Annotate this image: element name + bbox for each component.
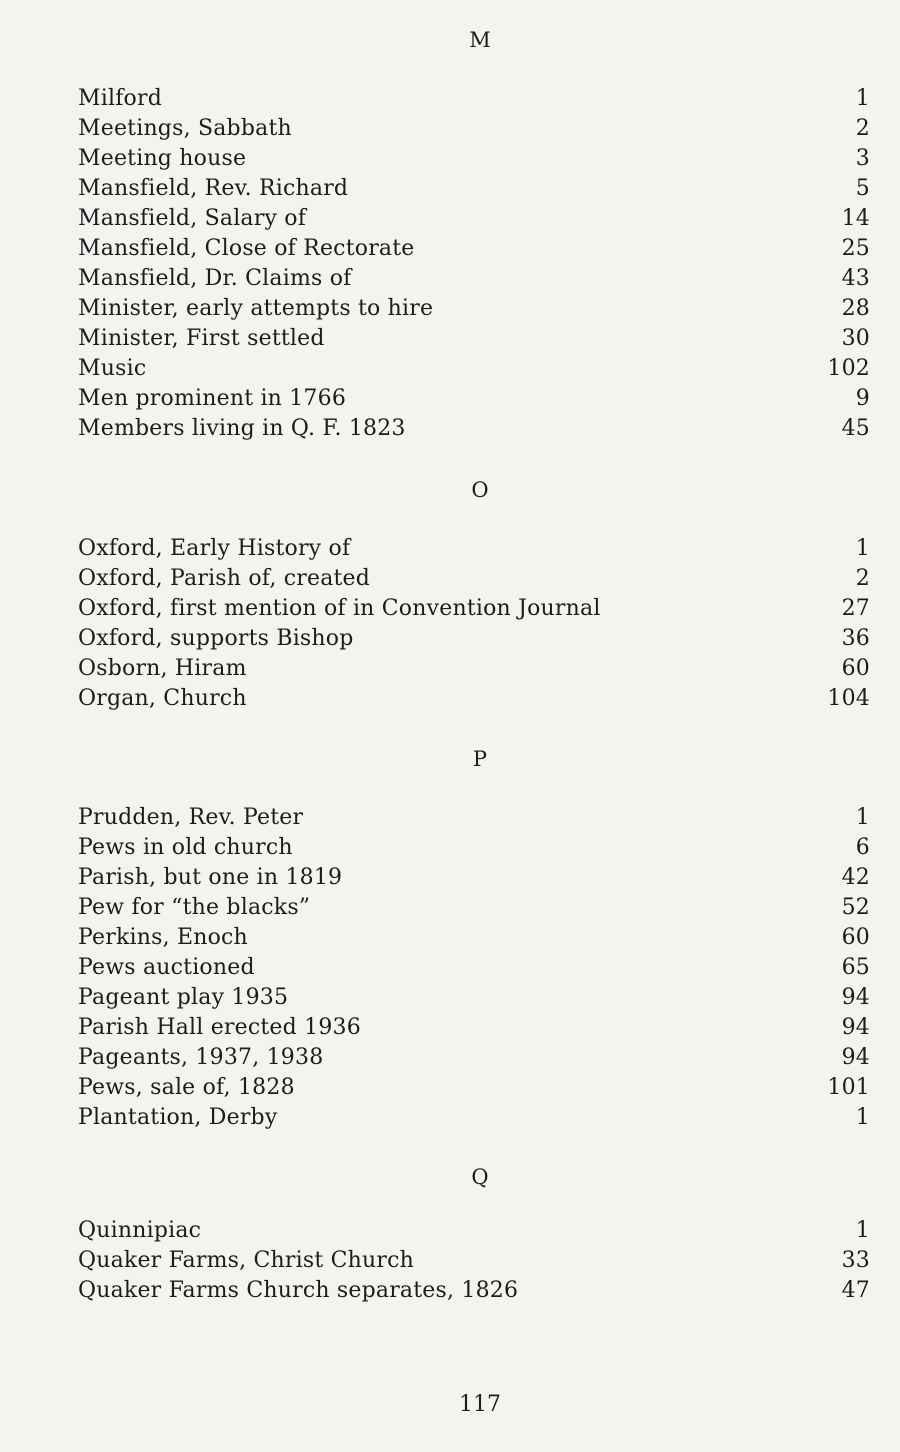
- entry-page: 52: [841, 895, 870, 920]
- entry-term: Oxford, first mention of in Convention Journal: [78, 596, 601, 621]
- entry-page: 6: [855, 835, 870, 860]
- entry-page: 94: [841, 1015, 870, 1040]
- index-entry: [78, 833, 870, 863]
- entry-page: 25: [841, 236, 870, 261]
- entry-page: 9: [855, 386, 870, 411]
- entry-term: Milford: [78, 86, 162, 111]
- index-entry: [78, 684, 870, 714]
- index-entry: [78, 234, 870, 264]
- page-number: 117: [459, 1392, 501, 1417]
- entry-term: Organ, Church: [78, 686, 247, 711]
- entry-page: 1: [855, 1218, 870, 1243]
- entry-page: 1: [855, 536, 870, 561]
- entry-term: Meeting house: [78, 146, 247, 171]
- index-entry: [78, 923, 870, 953]
- entry-term: Mansfield, Close of Rectorate: [78, 236, 415, 261]
- index-section-o: [78, 534, 870, 714]
- index-section-m: [78, 84, 870, 444]
- entry-term: Parish Hall erected 1936: [78, 1015, 361, 1040]
- entry-term: Quinnipiac: [78, 1218, 202, 1243]
- index-entry: [78, 354, 870, 384]
- section-letter-q: Q: [471, 1165, 489, 1189]
- entry-page: 47: [841, 1278, 870, 1303]
- index-entry: [78, 893, 870, 923]
- index-entry: [78, 384, 870, 414]
- entry-page: 3: [855, 146, 870, 171]
- entry-term: Perkins, Enoch: [78, 925, 248, 950]
- index-entry: [78, 324, 870, 354]
- entry-page: 94: [841, 985, 870, 1010]
- index-entry: [78, 1216, 870, 1246]
- entry-page: 42: [841, 865, 870, 890]
- section-letter-o: O: [471, 478, 489, 502]
- index-entry: [78, 1246, 870, 1276]
- index-entry: [78, 953, 870, 983]
- entry-page: 65: [841, 955, 870, 980]
- entry-term: Oxford, supports Bishop: [78, 626, 354, 651]
- entry-term: Mansfield, Salary of: [78, 206, 307, 231]
- index-entry: [78, 1073, 870, 1103]
- index-entry: [78, 1043, 870, 1073]
- index-entry: [78, 294, 870, 324]
- index-entry: [78, 594, 870, 624]
- entry-term: Quaker Farms Church separates, 1826: [78, 1278, 519, 1303]
- entry-page: 5: [855, 176, 870, 201]
- entry-term: Minister, early attempts to hire: [78, 296, 434, 321]
- entry-term: Minister, First settled: [78, 326, 325, 351]
- index-entry: [78, 1013, 870, 1043]
- index-entry: [78, 983, 870, 1013]
- entry-page: 1: [855, 805, 870, 830]
- entry-page: 14: [841, 206, 870, 231]
- entry-term: Oxford, Early History of: [78, 536, 351, 561]
- entry-page: 104: [827, 686, 870, 711]
- index-entry: [78, 144, 870, 174]
- index-entry: [78, 114, 870, 144]
- entry-page: 27: [841, 596, 870, 621]
- entry-page: 60: [841, 925, 870, 950]
- entry-term: Music: [78, 356, 147, 381]
- entry-term: Quaker Farms, Christ Church: [78, 1248, 414, 1273]
- entry-page: 1: [855, 86, 870, 111]
- entry-term: Pews auctioned: [78, 955, 255, 980]
- index-entry: [78, 564, 870, 594]
- entry-term: Oxford, Parish of, created: [78, 566, 371, 591]
- entry-term: Members living in Q. F. 1823: [78, 416, 406, 441]
- index-entry: [78, 624, 870, 654]
- index-entry: [78, 264, 870, 294]
- index-entry: [78, 1276, 870, 1306]
- entry-page: 101: [827, 1075, 870, 1100]
- entry-term: Men prominent in 1766: [78, 386, 347, 411]
- entry-term: Pew for “the blacks”: [78, 895, 311, 920]
- entry-term: Pews in old church: [78, 835, 293, 860]
- index-entry: [78, 863, 870, 893]
- section-letter-p: P: [472, 747, 488, 771]
- entry-term: Plantation, Derby: [78, 1105, 278, 1130]
- entry-term: Pageants, 1937, 1938: [78, 1045, 324, 1070]
- index-entry: [78, 803, 870, 833]
- entry-page: 102: [827, 356, 870, 381]
- index-entry: [78, 534, 870, 564]
- index-section-q: [78, 1216, 870, 1306]
- entry-page: 60: [841, 656, 870, 681]
- entry-term: Osborn, Hiram: [78, 656, 247, 681]
- entry-term: Pageant play 1935: [78, 985, 289, 1010]
- index-entry: [78, 204, 870, 234]
- entry-page: 1: [855, 1105, 870, 1130]
- index-entry: [78, 654, 870, 684]
- entry-page: 28: [841, 296, 870, 321]
- entry-term: Parish, but one in 1819: [78, 865, 343, 890]
- entry-page: 2: [855, 566, 870, 591]
- section-letter-m: M: [469, 28, 491, 52]
- entry-page: 45: [841, 416, 870, 441]
- index-entry: [78, 84, 870, 114]
- entry-page: 36: [841, 626, 870, 651]
- entry-term: Prudden, Rev. Peter: [78, 805, 304, 830]
- entry-term: Mansfield, Dr. Claims of: [78, 266, 352, 291]
- entry-term: Mansfield, Rev. Richard: [78, 176, 349, 201]
- entry-page: 33: [841, 1248, 870, 1273]
- entry-page: 94: [841, 1045, 870, 1070]
- index-section-p: [78, 803, 870, 1133]
- entry-page: 2: [855, 116, 870, 141]
- entry-term: Pews, sale of, 1828: [78, 1075, 295, 1100]
- entry-page: 43: [841, 266, 870, 291]
- entry-page: 30: [841, 326, 870, 351]
- index-entry: [78, 414, 870, 444]
- index-entry: [78, 174, 870, 204]
- index-entry: [78, 1103, 870, 1133]
- entry-term: Meetings, Sabbath: [78, 116, 292, 141]
